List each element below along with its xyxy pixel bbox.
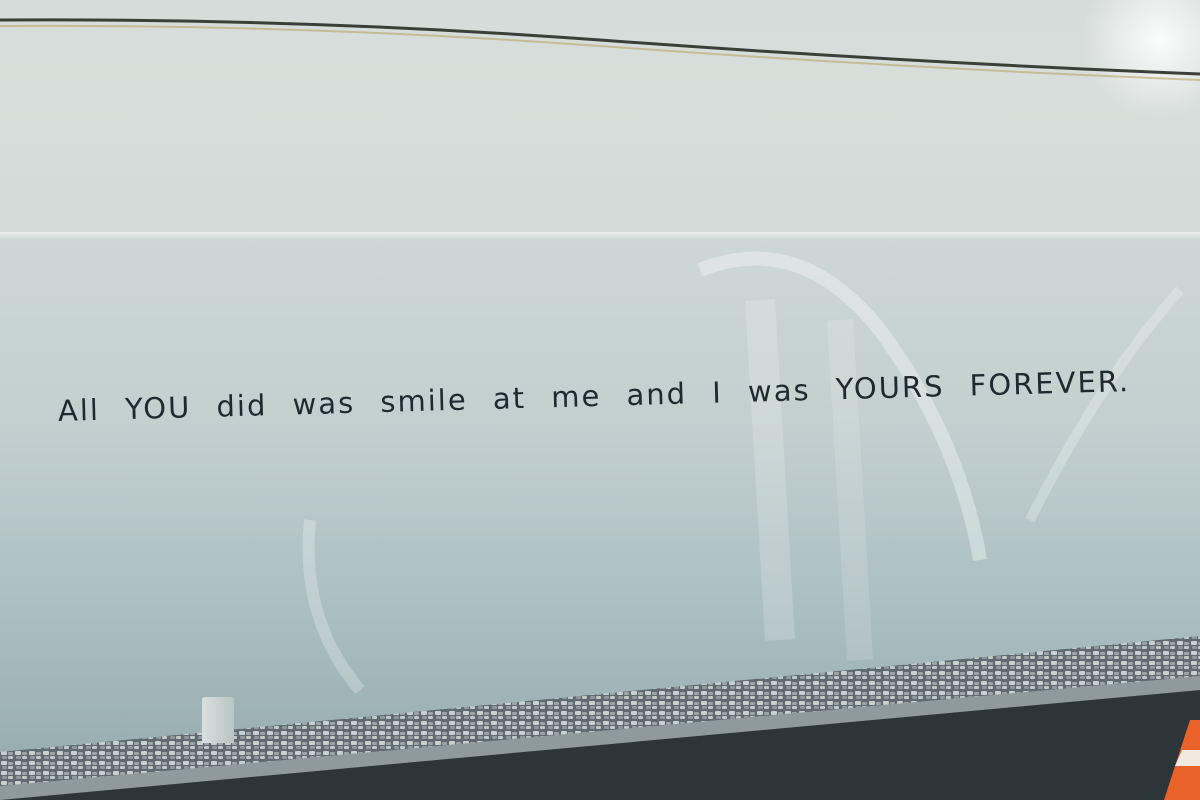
wall-bollard bbox=[202, 697, 234, 743]
graffiti-text: All YOU did was smile at me and I was YOURS FOREVER. bbox=[57, 364, 1131, 428]
traffic-cone bbox=[1160, 720, 1200, 800]
